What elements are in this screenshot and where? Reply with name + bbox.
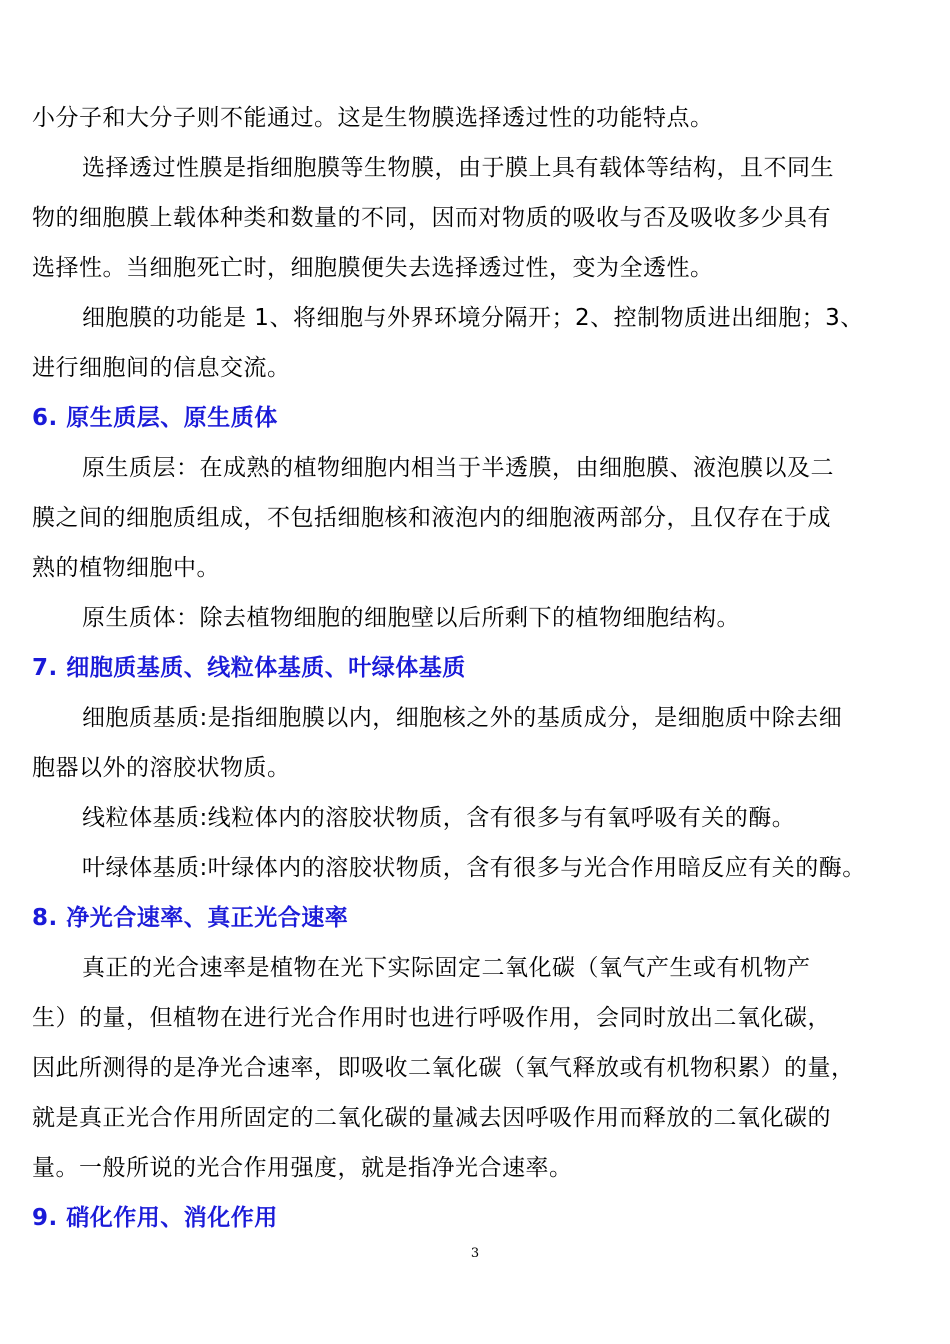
paragraph-line: 原生质体：除去植物细胞的细胞壁以后所剩下的植物细胞结构。 — [82, 605, 740, 631]
paragraph-line: 胞器以外的溶胶状物质。 — [32, 755, 291, 781]
paragraph-line: 原生质层：在成熟的植物细胞内相当于半透膜，由细胞膜、液泡膜以及二 — [82, 455, 834, 481]
document-body — [32, 93, 922, 1243]
paragraph-line: 真正的光合速率是植物在光下实际固定二氧化碳（氧气产生或有机物产 — [82, 955, 811, 981]
page-number: 3 — [470, 1246, 480, 1261]
paragraph-line: 进行细胞间的信息交流。 — [32, 355, 291, 381]
section-heading: 8. 净光合速率、真正光合速率 — [32, 905, 349, 931]
paragraph-line: 选择透过性膜是指细胞膜等生物膜，由于膜上具有载体等结构，且不同生 — [82, 155, 834, 181]
paragraph-line: 线粒体基质:线粒体内的溶胶状物质，含有很多与有氧呼吸有关的酶。 — [82, 805, 796, 831]
paragraph-line: 就是真正光合作用所固定的二氧化碳的量减去因呼吸作用而释放的二氧化碳的 — [32, 1105, 831, 1131]
paragraph-line: 选择性。当细胞死亡时，细胞膜便失去选择透过性，变为全透性。 — [32, 255, 714, 281]
section-heading: 7. 细胞质基质、线粒体基质、叶绿体基质 — [32, 655, 466, 681]
section-heading: 9. 硝化作用、消化作用 — [32, 1205, 278, 1231]
paragraph-line: 细胞质基质:是指细胞膜以内，细胞核之外的基质成分，是细胞质中除去细 — [82, 705, 843, 731]
paragraph-line: 物的细胞膜上载体种类和数量的不同，因而对物质的吸收与否及吸收多少具有 — [32, 205, 831, 231]
paragraph-line: 叶绿体基质:叶绿体内的溶胶状物质，含有很多与光合作用暗反应有关的酶。 — [82, 855, 866, 881]
section-heading: 6. 原生质层、原生质体 — [32, 405, 278, 431]
paragraph-line: 量。一般所说的光合作用强度，就是指净光合速率。 — [32, 1155, 573, 1181]
paragraph-line: 小分子和大分子则不能通过。这是生物膜选择透过性的功能特点。 — [32, 105, 714, 131]
paragraph-line: 因此所测得的是净光合速率，即吸收二氧化碳（氧气释放或有机物积累）的量， — [32, 1055, 855, 1081]
paragraph-line: 生）的量，但植物在进行光合作用时也进行呼吸作用，会同时放出二氧化碳， — [32, 1005, 831, 1031]
paragraph-line: 细胞膜的功能是 1、将细胞与外界环境分隔开；2、控制物质进出细胞；3、 — [82, 305, 864, 331]
paragraph-line: 熟的植物细胞中。 — [32, 555, 220, 581]
paragraph-line: 膜之间的细胞质组成，不包括细胞核和液泡内的细胞液两部分，且仅存在于成 — [32, 505, 831, 531]
